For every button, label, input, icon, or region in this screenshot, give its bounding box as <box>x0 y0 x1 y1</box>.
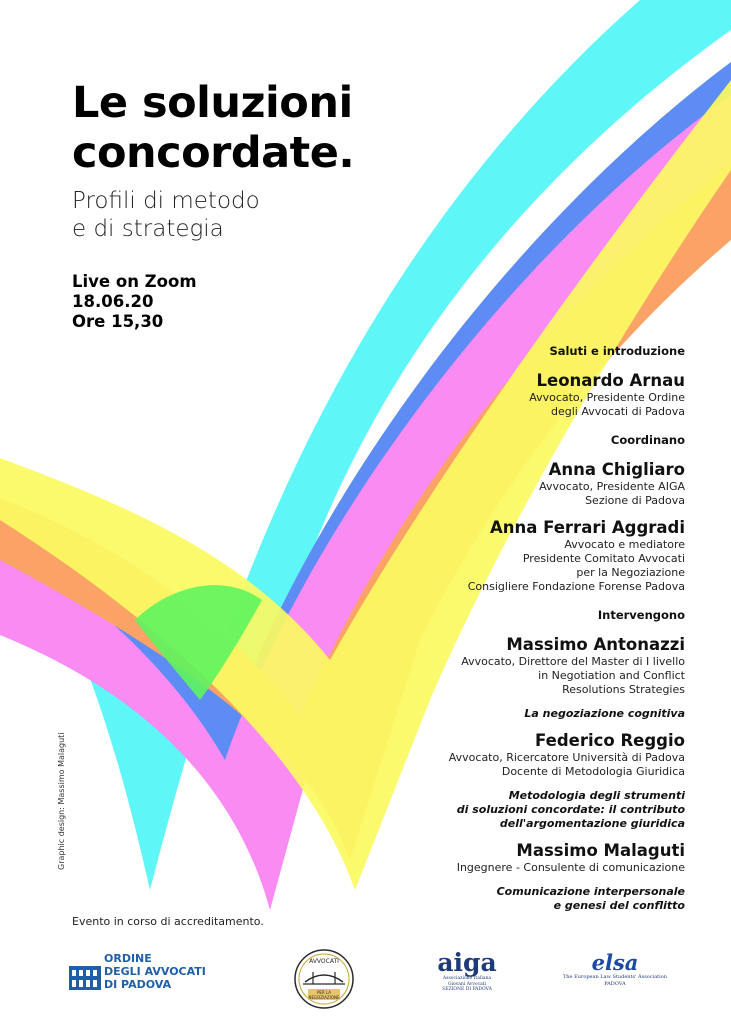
title-line-2: concordate. <box>72 128 355 178</box>
speaker-role: Avvocato, Direttore del Master di I livello <box>461 655 685 668</box>
aiga-wordmark: aiga <box>437 948 497 977</box>
design-credit: Graphic design: Massimo Malaguti <box>57 732 66 870</box>
welcome-label: Saluti e introduzione <box>549 344 685 358</box>
ordine-logo-text <box>104 952 206 991</box>
speaker-role: Presidente Comitato Avvocati <box>522 552 685 565</box>
avvocati-negoziazione-logo <box>293 948 355 1010</box>
speaker-role: Resolutions Strategies <box>562 683 685 696</box>
speaker-role: per la Negoziazione <box>576 566 685 579</box>
colosseum-icon <box>68 960 102 994</box>
ordine-avvocati-logo <box>68 952 228 1000</box>
speaker-role: degli Avvocati di Padova <box>550 405 685 418</box>
ordine-line-2: DEGLI AVVOCATI <box>104 965 206 978</box>
talk-title: dell'argomentazione giuridica <box>499 817 685 830</box>
aiga-line-2: Giovani Avvocati <box>447 981 487 987</box>
coordinators-label: Coordinano <box>610 433 685 447</box>
speaker-role: Avvocato, Presidente Ordine <box>529 391 685 404</box>
speaker-role: in Negotiation and Conflict <box>538 669 685 682</box>
speaker-role: Avvocato e mediatore <box>564 538 685 551</box>
elsa-wordmark: elsa <box>591 950 639 975</box>
seal-bottom-text-1: PER LA <box>316 990 332 995</box>
seal-top-text: AVVOCATI <box>309 958 339 965</box>
elsa-line-1: The European Law Students' Association <box>562 974 668 980</box>
page-subtitle <box>72 187 260 243</box>
event-time: Ore 15,30 <box>72 312 164 331</box>
accreditation-note: Evento in corso di accreditamento. <box>72 915 264 928</box>
page-title <box>72 78 354 178</box>
speaker-name-arnau: Leonardo Arnau <box>536 371 685 390</box>
ordine-line-1: ORDINE <box>104 952 152 965</box>
talk-title: e genesi del conflitto <box>553 899 685 912</box>
speaker-name-chigliaro: Anna Chigliaro <box>548 460 685 479</box>
subtitle-line-2: e di strategia <box>72 216 224 242</box>
elsa-logo <box>560 952 670 998</box>
bridge-seal-icon <box>293 948 355 1010</box>
program <box>325 344 685 913</box>
seal-bottom-text-2: NEGOZIAZIONE <box>308 995 340 1000</box>
speaker-name-ferrari-aggradi: Anna Ferrari Aggradi <box>489 518 685 537</box>
aiga-logo <box>422 950 512 1002</box>
elsa-line-2: PADOVA <box>604 981 626 987</box>
speaker-name-malaguti: Massimo Malaguti <box>516 841 685 860</box>
speakers-label: Intervengono <box>597 608 685 622</box>
ordine-line-3: DI PADOVA <box>104 978 172 991</box>
title-line-1: Le soluzioni <box>72 78 353 128</box>
talk-title: Metodologia degli strumenti <box>508 789 685 802</box>
talk-title: Comunicazione interpersonale <box>496 885 685 898</box>
aiga-line-1: Associazione Italiana <box>442 976 492 981</box>
event-details <box>72 272 197 332</box>
speaker-role: Sezione di Padova <box>585 494 685 507</box>
speaker-role: Avvocato, Ricercatore Università di Padova <box>448 751 685 764</box>
aiga-line-3: SEZIONE DI PADOVA <box>442 987 492 992</box>
speaker-name-antonazzi: Massimo Antonazzi <box>506 635 685 654</box>
subtitle-line-1: Profili di metodo <box>72 188 260 214</box>
event-date: 18.06.20 <box>72 292 154 311</box>
speaker-name-reggio: Federico Reggio <box>535 731 685 750</box>
speaker-role: Avvocato, Presidente AIGA <box>539 480 685 493</box>
talk-title: La negoziazione cognitiva <box>524 707 685 720</box>
speaker-role: Consigliere Fondazione Forense Padova <box>467 580 685 593</box>
event-platform: Live on Zoom <box>72 272 197 291</box>
talk-title: di soluzioni concordate: il contributo <box>456 803 685 816</box>
speaker-role: Ingegnere - Consulente di comunicazione <box>456 861 685 874</box>
speaker-role: Docente di Metodologia Giuridica <box>501 765 685 778</box>
